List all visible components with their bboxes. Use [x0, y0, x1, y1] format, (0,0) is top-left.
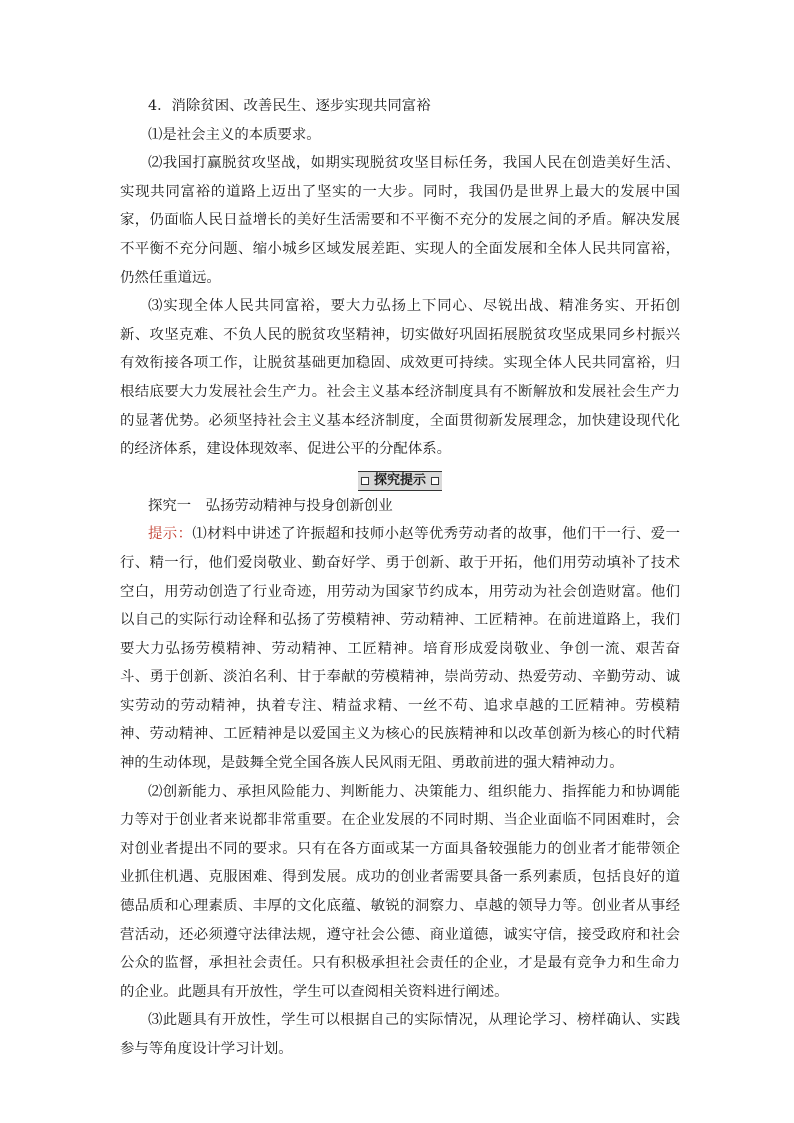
explore-title: 探究一 弘扬劳动精神与投身创新创业 — [148, 497, 393, 514]
banner-wrap — [120, 466, 680, 488]
hint-text-1: ⑴材料中讲述了许振超和技师小赵等优秀劳动者的故事，他们干一行、爱一行、精一行，他们爱岗敬业、勤奋好学、勇于创新、敢于开拓，他们用劳动填补了技术空白，用劳动创造了行业奇迹，用劳动为国家节约成本，用劳动为社会创造财富。他们以自己的实际行动诠释和弘扬了劳模精神、劳动精神、工匠精神。在前进道路上，我们要大力弘扬劳模精神、劳动精神、工匠精神。培育形成爱岗敬业、争创一流、艰苦奋斗、勇于创新、淡泊名利、甘于奉献的劳模精神，崇尚劳动、热爱劳动、辛勤劳动、诚实劳动的劳动精神，执着专注、精益求精、一丝不苟、追求卓越的工匠精神。劳模精神、劳动精神、工匠精神是以爱国主义为核心的民族精神和以改革创新为核心的时代精神的生动体现，是鼓舞全党全国各族人民风雨无阻、勇敢前进的强大精神动力。 — [120, 526, 680, 772]
hint-paragraph-2: ⑵创新能力、承担风险能力、判断能力、决策能力、组织能力、指挥能力和协调能力等对于创业者来说都非常重要。在企业发展的不同时期、当企业面临不同困难时，会对创业者提出不同的要求。只有在各方面或某一方面具备较强能力的创业者才能带领企业抓住机遇、克服困难、得到发展。成功的创业者需要具备一系列素质，包括良好的道德品质和心理素质、丰厚的文化底蕴、敏锐的洞察力、卓越的领导力等。创业者从事经营活动，还必须遵守法律法规，遵守社会公德、商业道德，诚实守信，接受政府和社会公众的监督，承担社会责任。只有积极承担社会责任的企业，才是最有竞争力和生命力的企业。此题具有开放性，学生可以查阅相关资料进行阐述。 — [120, 783, 680, 1000]
explore-hint-banner: 探究提示 — [358, 471, 442, 491]
section-heading: 4．消除贫困、改善民生、逐步实现共同富裕 — [148, 98, 431, 114]
hint-paragraph-1 — [120, 520, 680, 777]
hint-paragraph-3: ⑶此题具有开放性，学生可以根据自己的实际情况，从理论学习、榜样确认、实践参与等角度设计学习计划。 — [120, 1012, 680, 1057]
paragraph-2: ⑵我国打赢脱贫攻坚战，如期实现脱贫攻坚目标任务，我国人民在创造美好生活、实现共同富裕的道路上迈出了坚实的一大步。同时，我国仍是世界上最大的发展中国家，仍面临人民日益增长的美好生活需要和不平衡不充分的发展之间的矛盾。解决发展不平衡不充分问题、缩小城乡区域发展差距、实现人的全面发展和全体人民共同富裕，仍然任重道远。 — [120, 155, 680, 286]
document-page — [120, 92, 680, 1064]
paragraph-3: ⑶实现全体人民共同富裕，要大力弘扬上下同心、尽锐出战、精准务实、开拓创新、攻坚克难、不负人民的脱贫攻坚精神，切实做好巩固拓展脱贫攻坚成果同乡村振兴有效衔接各项工作，让脱贫基础更加稳固、成效更可持续。实现全体人民共同富裕，归根结底要大力发展社会生产力。社会主义基本经济制度具有不断解放和发展社会生产力的显著优势。必须坚持社会主义基本经济制度，全面贯彻新发展理念，加快建设现代化的经济体系，建设体现效率、促进公平的分配体系。 — [120, 298, 680, 458]
paragraph-1: ⑴是社会主义的本质要求。 — [148, 126, 321, 143]
hint-label: 提示： — [148, 526, 193, 543]
